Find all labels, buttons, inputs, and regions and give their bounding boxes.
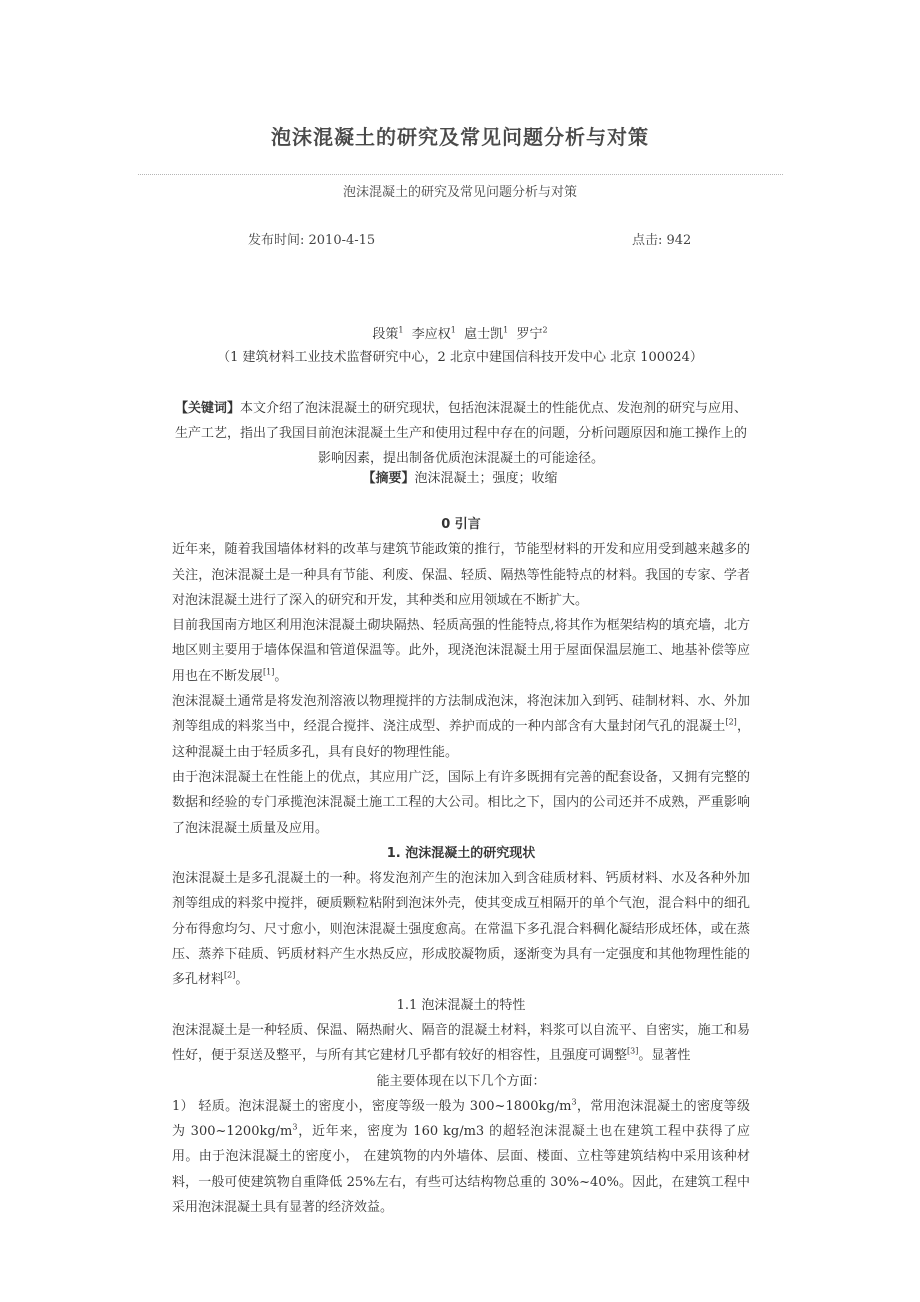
page-subtitle: 泡沫混凝土的研究及常见问题分析与对策	[342, 185, 577, 200]
paragraph-text: 。	[235, 972, 249, 988]
paragraph-text: 目前我国南方地区利用泡沫混凝土砌块隔热、轻质高强的性能特点,将其作为框架结构的填充墙，北方地区则主要用于墙体保温和管道保温等。此外，现浇泡沫混凝土用于屋面保温层施工、地基补偿等应用也在不断发展	[172, 618, 750, 684]
author-affil-mark: 1	[503, 325, 509, 335]
paragraph	[172, 1018, 750, 1069]
author-name: 扈士凯	[464, 327, 504, 342]
paragraph-text: 泡沫混凝土是多孔混凝土的一种。将发泡剂产生的泡沫加入到含硅质材料、钙质材料、水及各种外加剂等组成的料浆中搅拌，硬质颗粒粘附到泡沫外壳，使其变成互相隔开的单个气泡，混合料中的细孔分布得愈均匀、尺寸愈小，则泡沫混凝土强度愈高。在常温下多孔混合料稠化凝结形成坯体，或在蒸压、蒸养下硅质、钙质材料产生水热反应，形成胶凝物质，逐渐变为具有一定强度和其他物理性能的多孔材料	[172, 871, 750, 988]
paragraph-text: ，常用泡沫混凝土的密度等级为 300~1200kg/m	[172, 1098, 750, 1140]
paragraph-text: ，这种混凝土由于轻质多孔，具有良好的物理性能。	[172, 719, 750, 760]
paragraph	[172, 1094, 750, 1220]
paragraph	[172, 689, 750, 765]
author-affil-mark: 2	[542, 325, 548, 335]
affiliation: （1 建筑材料工业技术监督研究中心，2 北京中建国信科技开发中心 北京 100024）	[217, 350, 703, 365]
paragraph	[172, 613, 750, 689]
citation: [3]	[627, 1046, 639, 1056]
paragraph-text: 1） 轻质。泡沫混凝土的密度小，密度等级一般为 300~1800kg/m	[172, 1098, 572, 1114]
publish-date: 发布时间: 2010-4-15	[248, 233, 376, 248]
author-name: 罗宁	[516, 327, 543, 342]
author-name: 段策	[372, 327, 399, 342]
paragraph: 由于泡沫混凝土在性能上的优点，其应用广泛，国际上有许多既拥有完善的配套设备，又拥有完整的数据和经验的专门承揽泡沫混凝土施工工程的大公司。相比之下，国内的公司还并不成熟，严重影响了泡沫混凝土质量及应用。	[172, 769, 750, 836]
citation: [2]	[224, 971, 236, 981]
author-affil-mark: 1	[398, 325, 404, 335]
author-name: 李应权	[411, 327, 451, 342]
paragraph-text: 。	[274, 668, 288, 684]
click-count: 点击: 942	[632, 233, 692, 248]
article-body	[172, 512, 750, 1220]
citation: [2]	[725, 718, 737, 728]
keywords-block	[172, 396, 750, 471]
abstract-block	[0, 467, 920, 486]
title-divider	[138, 174, 783, 175]
paragraph-text: 。显著性	[638, 1048, 691, 1064]
section-heading-intro: 0 引言	[441, 517, 481, 532]
keywords-text: 本文介绍了泡沫混凝土的研究现状，包括泡沫混凝土的性能优点、发泡剂的研究与应用、生产工艺，指出了我国目前泡沫混凝土生产和使用过程中存在的问题，分析问题原因和施工操作上的影响因素，提出制备优质泡沫混凝土的可能途径。	[174, 401, 748, 466]
abstract-text: 泡沫混凝土；强度；收缩	[414, 471, 558, 486]
paragraph: 近年来，随着我国墙体材料的改革与建筑节能政策的推行，节能型材料的开发和应用受到越来越多的关注，泡沫混凝土是一种具有节能、利废、保温、轻质、隔热等性能特点的材料。我国的专家、学者对泡沫混凝土进行了深入的研究和开发，其种类和应用领域在不断扩大。	[172, 542, 750, 608]
paragraph: 能主要体现在以下几个方面：	[376, 1073, 546, 1089]
paragraph-text: 泡沫混凝土通常是将发泡剂溶液以物理搅拌的方法制成泡沫，将泡沫加入到钙、硅制材料、水、外加剂等组成的料浆当中，经混合搅拌、浇注成型、养护而成的一种内部含有大量封闭气孔的混凝土	[172, 694, 750, 735]
superscript: 3	[571, 1097, 577, 1107]
page-title: 泡沫混凝土的研究及常见问题分析与对策	[271, 125, 649, 149]
keywords-label: 【关键词】	[174, 401, 240, 416]
author-affil-mark: 1	[450, 325, 456, 335]
paragraph-text: 泡沫混凝土是一种轻质、保温、隔热耐火、隔音的混凝土材料，料浆可以自流平、自密实，施工和易性好，便于泵送及整平，与所有其它建材几乎都有较好的相容性，且强度可调整	[172, 1022, 750, 1064]
paragraph-text: ，近年来，密度为 160 kg/m3 的超轻泡沫混凝土也在建筑工程中获得了应用。由于泡沫混凝土的密度小， 在建筑物的内外墙体、层面、楼面、立柱等建筑结构中采用该种材料，一般可使建筑物自重降低 25%左右，有些可达结构物总重的 30%~40%。因此，在建筑工程中采用泡沫混凝土具有显著的经济效益。	[172, 1124, 750, 1216]
paragraph	[172, 866, 750, 992]
author-list	[0, 323, 920, 342]
citation: [1]	[263, 667, 275, 677]
subsection-heading: 1.1 泡沫混凝土的特性	[396, 997, 526, 1013]
abstract-label: 【摘要】	[362, 471, 415, 486]
section-heading-research: 1. 泡沫混凝土的研究现状	[386, 845, 536, 861]
superscript: 3	[292, 1122, 298, 1132]
